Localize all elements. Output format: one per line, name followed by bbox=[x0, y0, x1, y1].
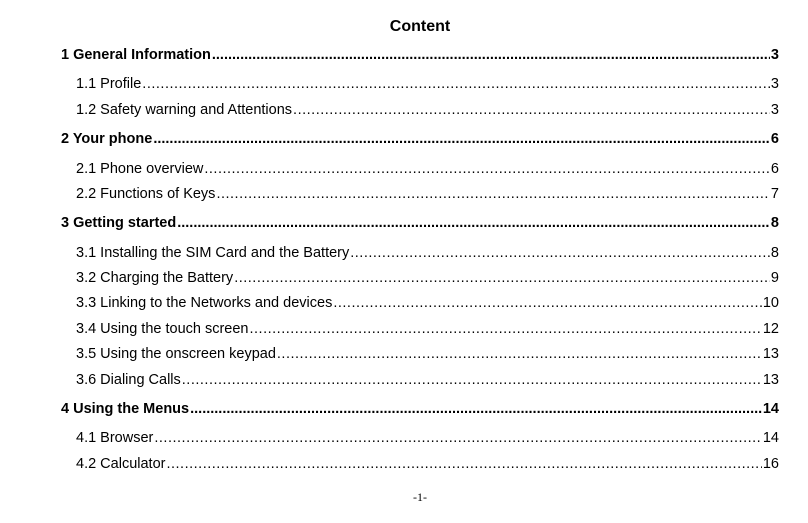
dot-leader bbox=[234, 267, 770, 289]
dot-leader bbox=[142, 73, 770, 95]
toc-entry-page: 12 bbox=[762, 321, 779, 337]
toc-entry bbox=[76, 183, 779, 205]
toc-entry bbox=[76, 343, 779, 365]
toc-entry-label: 3 Getting started bbox=[61, 215, 177, 231]
toc-entry-page: 13 bbox=[762, 346, 779, 362]
toc-entry-page: 6 bbox=[770, 131, 779, 147]
toc-entry-label: 3.3 Linking to the Networks and devices bbox=[76, 295, 333, 311]
toc-entry bbox=[76, 267, 779, 289]
toc-entry-page: 14 bbox=[762, 430, 779, 446]
toc-entry-page: 10 bbox=[762, 295, 779, 311]
toc-entry-page: 8 bbox=[770, 215, 779, 231]
toc-entry-label: 3.6 Dialing Calls bbox=[76, 372, 181, 388]
dot-leader bbox=[216, 183, 769, 205]
toc-entry bbox=[61, 128, 779, 150]
dot-leader bbox=[277, 343, 762, 365]
dot-leader bbox=[153, 128, 770, 150]
dot-leader bbox=[166, 453, 761, 475]
toc-entry-label: 4.2 Calculator bbox=[76, 456, 166, 472]
toc-entry-label: 2.2 Functions of Keys bbox=[76, 186, 216, 202]
toc-entry bbox=[61, 44, 779, 66]
toc-entry-label: 2 Your phone bbox=[61, 131, 153, 147]
toc-entry-page: 9 bbox=[770, 270, 779, 286]
dot-leader bbox=[182, 369, 762, 391]
dot-leader bbox=[177, 212, 770, 234]
toc-entry-label: 3.1 Installing the SIM Card and the Battery bbox=[76, 245, 350, 261]
toc-entry-label: 3.2 Charging the Battery bbox=[76, 270, 234, 286]
toc-entry-label: 3.4 Using the touch screen bbox=[76, 321, 249, 337]
toc-entry bbox=[76, 73, 779, 95]
dot-leader bbox=[250, 318, 762, 340]
toc-entry-label: 1.1 Profile bbox=[76, 76, 142, 92]
dot-leader bbox=[212, 44, 770, 66]
toc-entry bbox=[76, 99, 779, 121]
dot-leader bbox=[190, 398, 762, 420]
toc-entry-page: 8 bbox=[770, 245, 779, 261]
toc-entry bbox=[76, 158, 779, 180]
dot-leader bbox=[154, 427, 761, 449]
toc-entry-page: 7 bbox=[770, 186, 779, 202]
toc-entry bbox=[61, 212, 779, 234]
toc-entry bbox=[76, 369, 779, 391]
toc-entry-page: 13 bbox=[762, 372, 779, 388]
toc-entry-label: 1 General Information bbox=[61, 47, 211, 63]
toc-entry bbox=[76, 318, 779, 340]
dot-leader bbox=[293, 99, 770, 121]
toc-entry-label: 3.5 Using the onscreen keypad bbox=[76, 346, 276, 362]
page-title: Content bbox=[389, 18, 451, 35]
page-number-footer: -1- bbox=[413, 490, 427, 504]
dot-leader bbox=[333, 292, 762, 314]
toc-entry bbox=[76, 453, 779, 475]
toc-entry-label: 4 Using the Menus bbox=[61, 401, 190, 417]
toc-entry bbox=[76, 427, 779, 449]
toc-entry-page: 3 bbox=[770, 47, 779, 63]
toc-entry-page: 3 bbox=[770, 76, 779, 92]
toc-entry bbox=[76, 292, 779, 314]
toc-entry-label: 1.2 Safety warning and Attentions bbox=[76, 102, 293, 118]
toc-entry-label: 4.1 Browser bbox=[76, 430, 154, 446]
toc-entry-page: 16 bbox=[762, 456, 779, 472]
toc-entry-page: 14 bbox=[762, 401, 779, 417]
toc-entry-label: 2.1 Phone overview bbox=[76, 161, 204, 177]
toc-entry-page: 6 bbox=[770, 161, 779, 177]
toc-entry-page: 3 bbox=[770, 102, 779, 118]
toc-entry bbox=[61, 398, 779, 420]
toc-entry bbox=[76, 242, 779, 264]
dot-leader bbox=[204, 158, 770, 180]
dot-leader bbox=[350, 242, 770, 264]
